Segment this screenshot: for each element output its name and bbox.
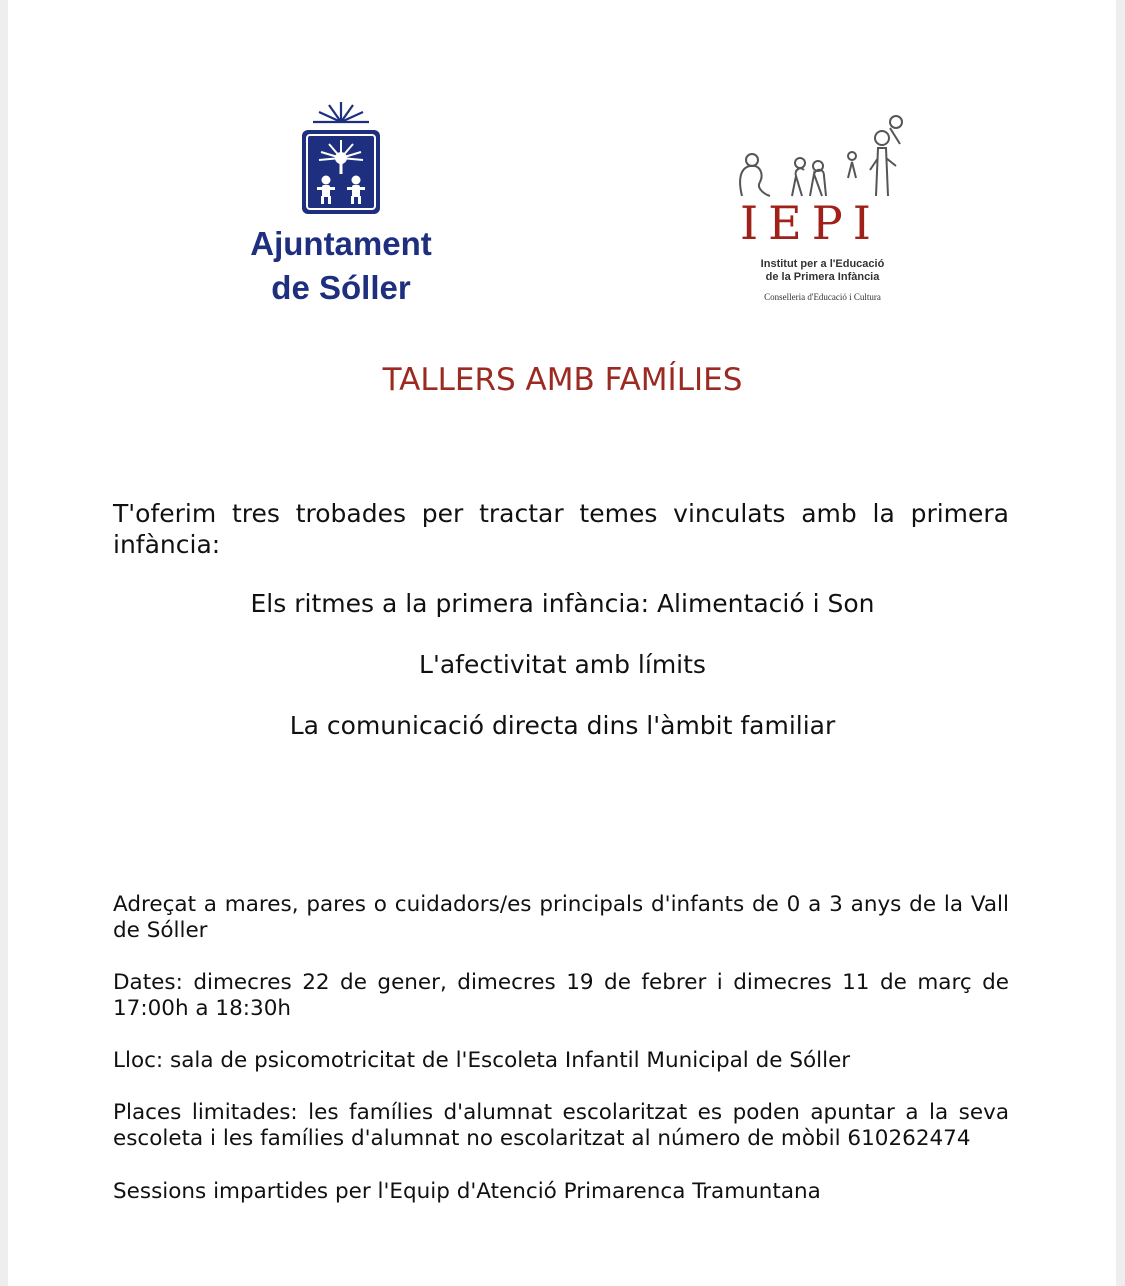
topic-item: Els ritmes a la primera infància: Alimentació i Son — [250, 589, 875, 618]
ajuntament-soller-logo — [240, 100, 442, 312]
logo-text-line1: Ajuntament — [250, 225, 432, 262]
document-page — [8, 0, 1116, 1286]
topic-item: L'afectivitat amb límits — [419, 650, 706, 679]
iepi-department: Conselleria d'Educació i Cultura — [764, 292, 881, 302]
place-paragraph: Lloc: sala de psicomotricitat de l'Escoleta Infantil Municipal de Sóller — [113, 1048, 851, 1073]
sessions-paragraph: Sessions impartides per l'Equip d'Atenció Primarenca Tramuntana — [113, 1179, 821, 1204]
document-title: TALLERS AMB FAMÍLIES — [382, 362, 743, 398]
topic-item: La comunicació directa dins l'àmbit familiar — [289, 711, 836, 740]
intro-paragraph: T'oferim tres trobades per tractar temes vinculats amb la primera infància: — [113, 499, 1009, 559]
soller-coat-of-arms-icon — [293, 100, 389, 216]
iepi-letters: IEPI — [740, 196, 881, 250]
iepi-subtitle-line2: de la Primera Infància — [765, 271, 880, 283]
dates-paragraph: Dates: dimecres 22 de gener, dimecres 19 de febrer i dimecres 11 de març de 17:00h a 18:30h — [113, 970, 1009, 1021]
audience-paragraph: Adreçat a mares, pares o cuidadors/es principals d'infants de 0 a 3 anys de la Vall de Sóller — [113, 892, 1009, 943]
places-paragraph: Places limitades: les famílies d'alumnat escolaritzat es poden apuntar a la seva escoleta i les famílies d'alumnat no escolaritzat al número de mòbil 610262474 — [113, 1100, 1009, 1151]
iepi-logo — [730, 108, 915, 308]
family-figures-icon — [730, 108, 915, 200]
iepi-subtitle-line1: Institut per a l'Educació — [760, 258, 885, 270]
logo-text-line2: de Sóller — [271, 269, 411, 306]
